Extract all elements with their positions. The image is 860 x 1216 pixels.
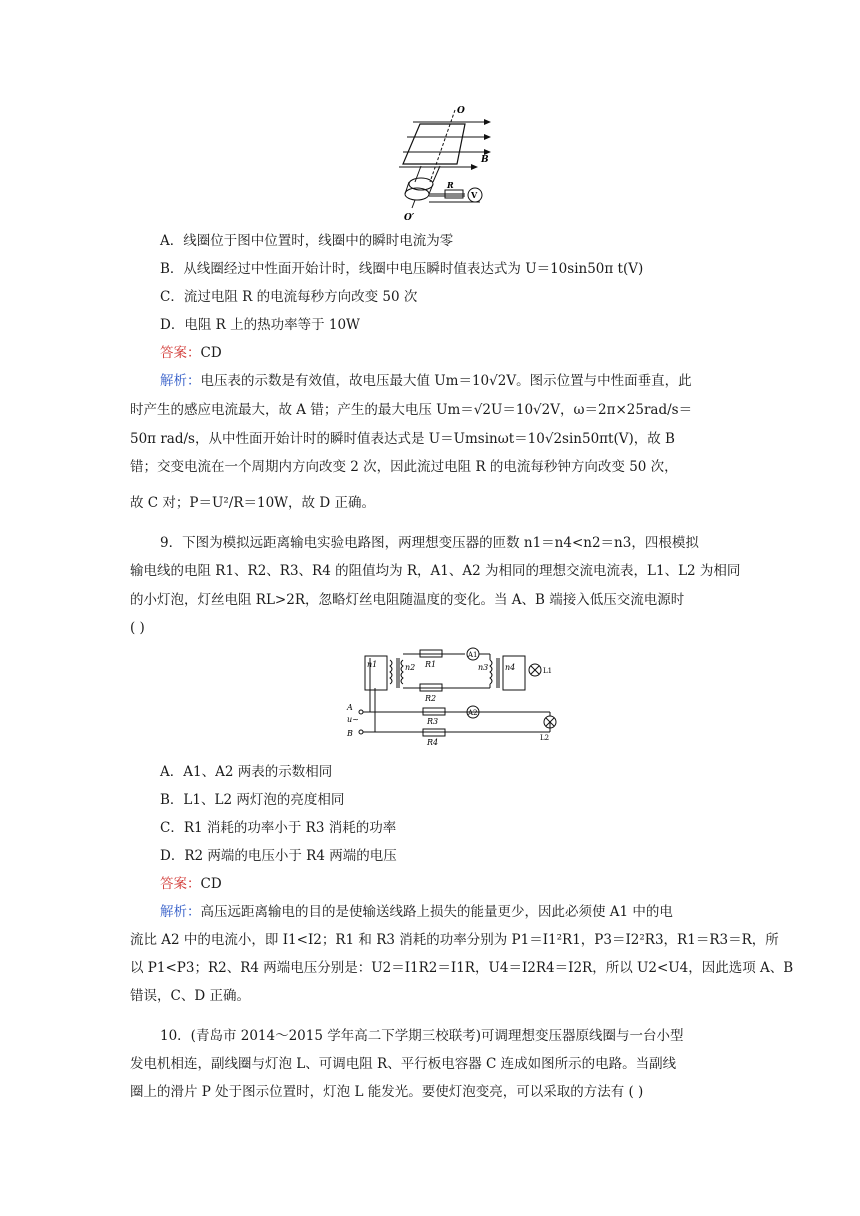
- label-O-prime: O′: [404, 213, 415, 222]
- q9-option-a: A．A1、A2 两表的示数相同: [160, 764, 333, 780]
- q8-analysis-line-3: 50π rad/s，从中性面开始计时的瞬时值表达式是 U＝Umsinωt＝10√2sin50πt(V)，故 B: [130, 431, 675, 447]
- generator-coil-figure: [385, 100, 505, 222]
- q9-stem-line-2: 输电线的电阻 R1、R2、R3、R4 的阻值均为 R，A1、A2 为相同的理想交流电流表，L1、L2 为相同: [130, 563, 741, 579]
- q8-option-c: C．流过电阻 R 的电流每秒方向改变 50 次: [160, 289, 418, 305]
- label-A: A: [347, 703, 353, 712]
- label-R: R: [447, 180, 454, 190]
- q8-answer: [160, 343, 222, 363]
- q9-stem-line-4: ( ): [130, 620, 145, 636]
- q8-analysis-line-5: 故 C 对；P＝U²/R＝10W，故 D 正确。: [130, 495, 375, 511]
- q9-analysis-label: 解析：: [160, 904, 201, 920]
- label-B: B: [481, 155, 489, 165]
- q10-stem-line-2: 发电机相连，副线圈与灯泡 L、可调电阻 R、平行板电容器 C 连成如图所示的电路。当副线: [130, 1056, 677, 1072]
- q9-stem-line-1: 9．下图为模拟远距离输电实验电路图，两理想变压器的匝数 n1＝n4<n2＝n3，四根模拟: [160, 535, 699, 551]
- q9-analysis-line-1: 解析：高压远距离输电的目的是使输送线路上损失的能量更少，因此必须使 A1 中的电: [160, 904, 673, 920]
- q8-analysis-label: 解析：: [160, 373, 201, 389]
- label-n2: n2: [405, 663, 416, 672]
- q8-analysis-line-4: 错；交变电流在一个周期内方向改变 2 次，因此流过电阻 R 的电流每秒钟方向改变 50 次，: [130, 459, 678, 475]
- label-R1: R1: [425, 660, 437, 669]
- q8-option-a: A．线圈位于图中位置时，线圈中的瞬时电流为零: [160, 233, 454, 249]
- label-O: O: [457, 106, 465, 116]
- q10-stem-line-1: 10．(青岛市 2014～2015 学年高二下学期三校联考)可调理想变压器原线圈与一台小型: [160, 1028, 684, 1044]
- q8-analysis-line-1: 解析：电压表的示数是有效值，故电压最大值 Um＝10√2V。图示位置与中性面垂直，此: [160, 373, 692, 389]
- label-n3: n3: [478, 663, 489, 672]
- q9-answer-label: 答案：: [160, 876, 201, 892]
- q9-option-c: C．R1 消耗的功率小于 R3 消耗的功率: [160, 820, 397, 836]
- label-L1: L1: [543, 667, 553, 675]
- q8-answer-label: 答案：: [160, 345, 201, 361]
- q9-option-b: B．L1、L2 两灯泡的亮度相同: [160, 792, 345, 808]
- label-R4: R4: [427, 738, 439, 745]
- q9-analysis-line-3: 以 P1<P3；R2、R4 两端电压分别是：U2＝I1R2＝I1R，U4＝I2R4＝I2R，所以 U2<U4，因此选项 A、B: [130, 960, 794, 976]
- label-u: u~: [347, 715, 359, 724]
- label-n4: n4: [505, 663, 516, 672]
- q9-answer: [160, 874, 222, 894]
- label-B: B: [347, 729, 353, 738]
- label-A2: A2: [468, 709, 478, 717]
- label-R2: R2: [425, 694, 437, 703]
- q9-option-d: D．R2 两端的电压小于 R4 两端的电压: [160, 848, 397, 864]
- label-V: V: [471, 190, 478, 200]
- q9-answer-value: CD: [200, 876, 222, 892]
- q8-option-d: D．电阻 R 上的热功率等于 10W: [160, 317, 360, 333]
- label-R3: R3: [427, 717, 439, 726]
- label-A1: A1: [468, 651, 478, 659]
- q9-stem-line-3: 的小灯泡，灯丝电阻 RL>2R，忽略灯丝电阻随温度的变化。当 A、B 端接入低压交流电源时: [130, 592, 685, 608]
- label-n1: n1: [367, 660, 378, 669]
- q9-analysis-line-2: 流比 A2 中的电流小，即 I1<I2；R1 和 R3 消耗的功率分别为 P1＝I1²R1，P3＝I2²R3，R1＝R3＝R，所: [130, 932, 779, 948]
- q8-analysis-line-2: 时产生的感应电流最大，故 A 错；产生的最大电压 Um＝√2U＝10√2V，ω＝2π×25rad/s＝: [130, 402, 693, 418]
- label-L2: L2: [540, 734, 550, 742]
- q10-stem-line-3: 圈上的滑片 P 处于图示位置时，灯泡 L 能发光。要使灯泡变亮，可以采取的方法有 ( ): [130, 1084, 644, 1100]
- q8-option-b: B．从线圈经过中性面开始计时，线圈中电压瞬时值表达式为 U＝10sin50π t(V): [160, 261, 644, 277]
- q8-answer-value: CD: [200, 345, 222, 361]
- transmission-circuit-figure: [345, 640, 560, 745]
- q9-analysis-line-4: 错误，C、D 正确。: [130, 988, 250, 1004]
